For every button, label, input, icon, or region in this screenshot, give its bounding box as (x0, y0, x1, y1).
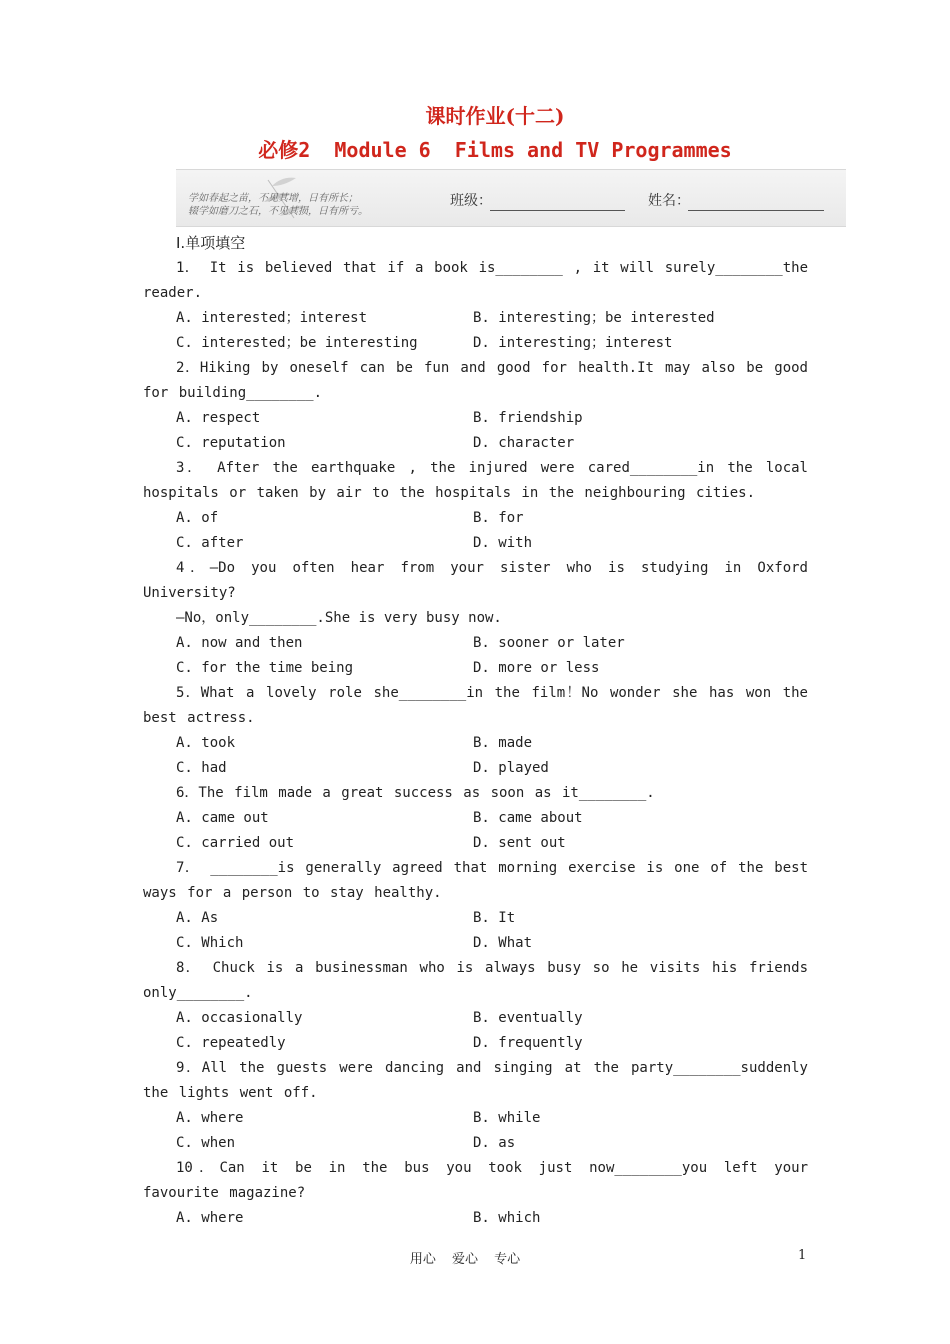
option-b[interactable]: B. It (473, 910, 516, 926)
exercise-content (143, 231, 808, 1231)
option-c[interactable]: C. interested；be interesting (176, 335, 418, 351)
option-d[interactable]: D. frequently (473, 1035, 583, 1051)
option-row (143, 1006, 808, 1031)
option-c[interactable]: C. after (176, 535, 244, 551)
option-b[interactable]: B. came about (473, 810, 583, 826)
class-label: 班级： (450, 193, 492, 209)
option-b[interactable]: B. which (473, 1210, 541, 1226)
option-b[interactable]: B. sooner or later (473, 635, 625, 651)
motto-line-1: 学如春起之苗，不见其增，日有所长； (188, 193, 358, 204)
footer-slogan: 用心 爱心 专心 (409, 1252, 521, 1267)
option-row (143, 1131, 808, 1156)
option-d[interactable]: D. character (473, 435, 575, 451)
option-a[interactable]: A. where (176, 1110, 244, 1126)
option-c[interactable]: C. had (176, 760, 227, 776)
option-c[interactable]: C. for the time being (176, 660, 354, 676)
question-stem: 6．The film made a great success as soon as it________. (176, 785, 655, 801)
question-stem: 5．What a lovely role she________in the film！No wonder she has won the best actress. (143, 685, 808, 726)
option-row (143, 1206, 808, 1231)
option-row (143, 931, 808, 956)
option-d[interactable]: D. What (473, 935, 533, 951)
option-row (143, 1031, 808, 1056)
option-b[interactable]: B. friendship (473, 410, 583, 426)
option-c[interactable]: C. carried out (176, 835, 295, 851)
option-a[interactable]: A. of (176, 510, 219, 526)
motto-line-2: 辍学如磨刀之石，不见其损，日有所亏。 (188, 206, 368, 217)
question-stem: 8． Chuck is a businessman who is always busy so he visits his friends only________. (143, 960, 808, 1001)
option-row (143, 631, 808, 656)
option-row (143, 306, 808, 331)
option-a[interactable]: A. where (176, 1210, 244, 1226)
question-stem: 1． It is believed that if a book is________ , it will surely________the reader. (143, 260, 808, 301)
option-a[interactable]: A. As (176, 910, 219, 926)
option-a[interactable]: A. came out (176, 810, 269, 826)
option-d[interactable]: D. more or less (473, 660, 600, 676)
option-row (143, 806, 808, 831)
option-row (143, 906, 808, 931)
option-a[interactable]: A. now and then (176, 635, 303, 651)
question-stem: 7． ________is generally agreed that morning exercise is one of the best ways for a person to stay healthy. (143, 860, 808, 901)
option-b[interactable]: B. while (473, 1110, 541, 1126)
page-footer (0, 1248, 950, 1268)
name-label: 姓名： (648, 193, 690, 209)
option-a[interactable]: A. occasionally (176, 1010, 303, 1026)
question-stem: 4．—Do you often hear from your sister who is studying in Oxford University? (143, 560, 808, 601)
question-stem: 10．Can it be in the bus you took just now________you left your favourite magazine? (143, 1160, 808, 1201)
option-row (143, 831, 808, 856)
class-field[interactable] (490, 210, 625, 211)
page-subtitle: 必修2 Module 6 Films and TV Programmes (258, 138, 732, 162)
option-row (143, 331, 808, 356)
option-row (143, 431, 808, 456)
section-title: Ⅰ.单项填空 (176, 234, 246, 252)
option-row (143, 506, 808, 531)
option-d[interactable]: D. interesting；interest (473, 335, 673, 351)
option-row (143, 406, 808, 431)
option-row (143, 656, 808, 681)
question-stem: 9．All the guests were dancing and singing at the party________suddenly the lights went off. (143, 1060, 808, 1101)
option-row (143, 531, 808, 556)
question-stem: 3． After the earthquake , the injured were cared________in the local hospitals or taken by air to the hospitals in the neighbouring cities. (143, 460, 808, 501)
option-row (143, 1106, 808, 1131)
option-d[interactable]: D. as (473, 1135, 516, 1151)
option-a[interactable]: A. respect (176, 410, 261, 426)
option-b[interactable]: B. for (473, 510, 524, 526)
option-b[interactable]: B. made (473, 735, 533, 751)
option-c[interactable]: C. when (176, 1135, 236, 1151)
option-d[interactable]: D. played (473, 760, 549, 776)
page-title: 课时作业(十二) (425, 104, 565, 128)
option-b[interactable]: B. interesting；be interested (473, 310, 715, 326)
option-a[interactable]: A. interested；interest (176, 310, 368, 326)
option-b[interactable]: B. eventually (473, 1010, 583, 1026)
option-row (143, 756, 808, 781)
option-c[interactable]: C. repeatedly (176, 1035, 286, 1051)
name-field[interactable] (688, 210, 824, 211)
option-c[interactable]: C. reputation (176, 435, 286, 451)
option-row (143, 731, 808, 756)
question-stem: 2．Hiking by oneself can be fun and good for health.It may also be good for building________. (143, 360, 808, 401)
header-banner (176, 169, 846, 227)
option-c[interactable]: C. Which (176, 935, 244, 951)
option-d[interactable]: D. with (473, 535, 533, 551)
option-a[interactable]: A. took (176, 735, 236, 751)
dialogue-reply: —No，only________.She is very busy now. (176, 610, 502, 626)
page-number: 1 (798, 1248, 807, 1263)
option-d[interactable]: D. sent out (473, 835, 566, 851)
